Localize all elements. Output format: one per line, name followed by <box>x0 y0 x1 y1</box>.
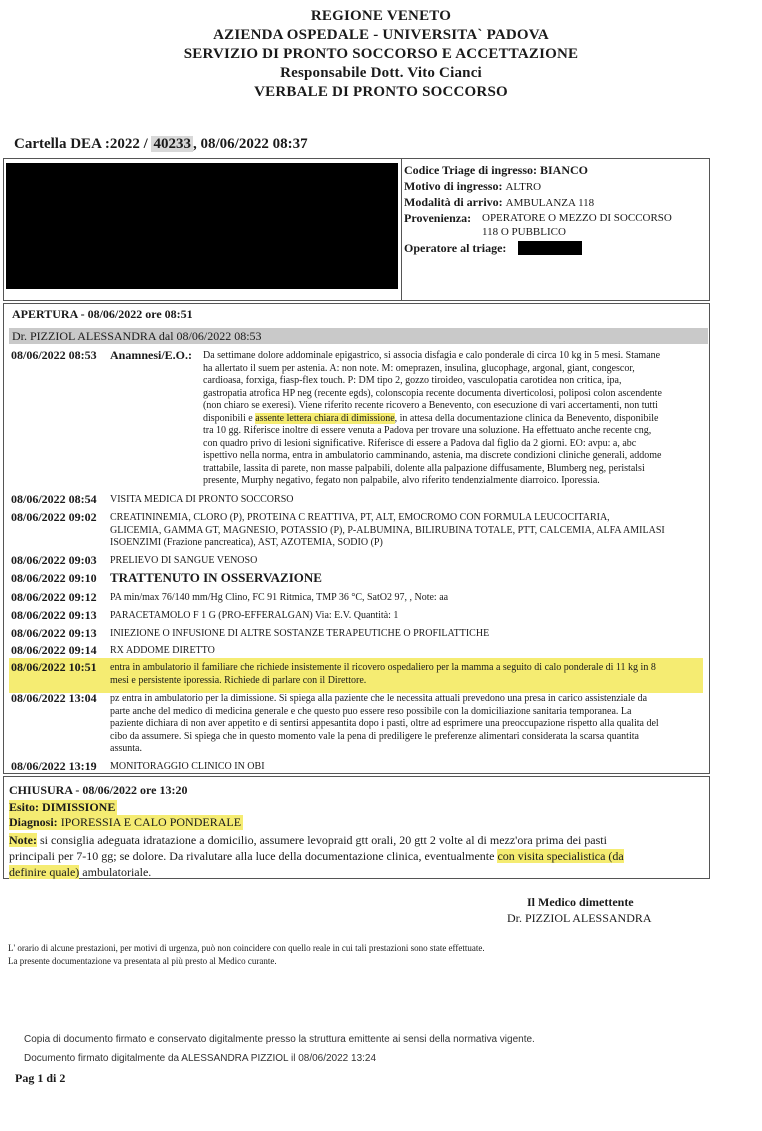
event-lab-tests <box>110 512 708 550</box>
event-datetime: 08/06/2022 09:12 <box>11 590 97 604</box>
event-text: GLICEMIA, GAMMA GT, MAGNESIO, POTASSIO (P), P-ALBUMINA, BILIRUBINA TOTALE, PTT, CALCEMIA, ALFA AMILASI <box>110 524 665 536</box>
redacted-patient-info <box>6 163 398 289</box>
box-divider <box>401 158 402 301</box>
event-text: VISITA MEDICA DI PRONTO SOCCORSO <box>110 494 294 505</box>
event-text: entra in ambulatorio il familiare che richiede insistemente il ricovero ospedaliero per la mamma a seguito di calo ponderale di 11 kg in 8 <box>110 662 656 673</box>
anamnesi-line: (non chiaro se exeresi). Viene riferito recente ricovero a Benevento, con esecuzione di vari accertamenti, non tutti <box>203 400 658 411</box>
anamnesi-line-pre: disponibili e <box>203 412 256 424</box>
modalita-label: Modalità di arrivo: <box>404 195 503 209</box>
highlight-visita: con visita specialistica (da <box>497 849 624 863</box>
provenienza-values <box>482 211 672 239</box>
event-datetime: 08/06/2022 09:03 <box>11 553 97 567</box>
header-servizio: SERVIZIO DI PRONTO SOCCORSO E ACCETTAZIONE <box>183 46 579 62</box>
copy-note: Copia di documento firmato e conservato digitalmente presso la struttura emittente ai sensi della normativa vigente. <box>24 1034 535 1045</box>
highlight-definire: definire quale) <box>9 865 80 879</box>
redaction-gap <box>6 163 70 176</box>
anamnesi-line: ha allertato il suem per astenia. A: non note. M: omeprazen, insulina, glucophage, argonal, giant, congescor, <box>203 362 635 374</box>
chiusura-note <box>9 832 624 880</box>
signed-note: Documento firmato digitalmente da ALESSANDRA PIZZIOL il 08/06/2022 13:24 <box>24 1053 377 1064</box>
anamnesi-text <box>203 350 662 488</box>
cartella-date: , 08/06/2022 08:37 <box>192 136 308 152</box>
event-datetime: 08/06/2022 13:04 <box>11 691 97 705</box>
provenienza-value-1: OPERATORE O MEZZO DI SOCCORSO <box>482 212 672 224</box>
event-datetime: 08/06/2022 09:13 <box>11 608 97 622</box>
anamnesi-line: presente, Murphy negativo, fegato non palpabile, alvo riferito tendenzialmente diarroico. Iporessia. <box>203 475 600 486</box>
anamnesi-line: trattabile, lassita di parete, non masse palpabili, dolente alla palpazione diffusamente, Blumberg neg, peristalsi <box>203 462 645 474</box>
event-datetime: 08/06/2022 08:54 <box>11 492 97 506</box>
codice-triage <box>404 163 588 178</box>
diagnosi-label: Diagnosi: <box>9 815 58 829</box>
anamnesi-line: cardioasa, forxiga, fiasp-flex touch. P: DM tipo 2, gozzo tiroideo, vasculopatia carotidea non critica, ipa, <box>203 375 622 386</box>
operatore-label: Operatore al triage: <box>404 241 507 255</box>
event-familiare <box>110 662 656 687</box>
event-text: MONITORAGGIO CLINICO IN OBI <box>110 761 265 772</box>
header-responsabile: Responsabile Dott. Vito Cianci <box>280 65 482 81</box>
footer-note: L' orario di alcune prestazioni, per motivi di urgenza, può non coincidere con quello reale in cui tali prestazioni sono state effettuate. <box>8 943 485 953</box>
event-text: parte anche del medico di medicina generale e che questo puo essere reso possibile con la domiciliazione sanitaria temporanea. La <box>110 705 632 717</box>
anamnesi-line: Da settimane dolore addominale epigastrico, si associa disfagia e calo ponderale di circa 10 kg in 5 mesi. Stamane <box>203 350 661 361</box>
event-text: CREATININEMIA, CLORO (P), PROTEINA C REATTIVA, PT, ALT, EMOCROMO CON FORMULA LEUCOCITARIA, <box>110 512 610 523</box>
chiusura-title: CHIUSURA - 08/06/2022 ore 13:20 <box>9 783 188 797</box>
anamnesi-label: Anamnesi/E.O.: <box>110 348 193 362</box>
event-text: assunta. <box>110 743 142 754</box>
modalita-arrivo <box>404 195 594 210</box>
event-text: INIEZIONE O INFUSIONE DI ALTRE SOSTANZE TERAPEUTICHE O PROFILATTICHE <box>110 628 490 639</box>
diagnosi <box>9 815 243 830</box>
page-number: Pag 1 di 2 <box>15 1071 66 1085</box>
event-text: RX ADDOME DIRETTO <box>110 645 215 656</box>
note-line: principali per 7-10 gg; se dolore. Da rivalutare alla luce della documentazione clinica, eventualmente <box>9 849 498 863</box>
event-datetime: 08/06/2022 10:51 <box>11 660 97 674</box>
event-text: PARACETAMOLO F 1 G (PRO-EFFERALGAN) Via: E.V. Quantità: 1 <box>110 610 399 621</box>
modalita-value: AMBULANZA 118 <box>505 197 595 209</box>
event-datetime: 08/06/2022 09:02 <box>11 510 97 524</box>
anamnesi-line: ispettivo nella norma, entra in ambulatorio camminando, astenia, ma discrete condizioni cliniche generali, addome <box>203 450 662 461</box>
cartella-label: Cartella DEA :2022 / <box>14 136 148 152</box>
signature-title: Il Medico dimettente <box>527 895 634 909</box>
note-label: Note: <box>9 833 37 847</box>
event-trattenuto: TRATTENUTO IN OSSERVAZIONE <box>110 570 322 585</box>
event-datetime: 08/06/2022 13:19 <box>11 759 97 773</box>
motivo-ingresso <box>404 179 541 194</box>
anamnesi-datetime: 08/06/2022 08:53 <box>11 348 97 362</box>
redacted-operatore <box>518 241 582 255</box>
anamnesi-line: tra 10 gg. Riferisce inoltre di essere venuta a Padova per trovare una soluzione. Ha effettuato anche recente cng, <box>203 425 652 436</box>
document-title: VERBALE DI PRONTO SOCCORSO <box>254 84 508 100</box>
cartella-line <box>14 136 308 153</box>
event-datetime: 08/06/2022 09:10 <box>11 571 97 585</box>
event-vitals: PA min/max 76/140 mm/Hg Clino, FC 91 Ritmica, TMP 36 °C, SatO2 97, , Note: aa <box>110 592 449 603</box>
motivo-value: ALTRO <box>505 181 542 193</box>
footer-note: La presente documentazione va presentata al più presto al Medico curante. <box>8 956 277 966</box>
note-line: si consiglia adeguata idratazione a domicilio, assumere levopraid gtt orali, 20 gtt 2 volte al di mezz'ora prima dei pasti <box>39 833 607 847</box>
digital-signature-notes <box>24 1030 535 1068</box>
event-text: cibo da assumere. Si spiega che in questo momento vale la pena di prediligere le preferenze alimentari considerata la scarsa quantita <box>110 730 639 742</box>
anamnesi-line-post: , in attesa della documentazione clinica da Benevento, disponibile <box>394 412 659 424</box>
anamnesi-line <box>203 413 662 426</box>
codice-triage-label: Codice Triage di ingresso: <box>404 163 537 177</box>
event-text: PRELIEVO DI SANGUE VENOSO <box>110 555 258 566</box>
cartella-number: 40233 <box>153 136 191 152</box>
footer-notes <box>8 942 485 968</box>
event-datetime: 08/06/2022 09:13 <box>11 626 97 640</box>
provenienza-value-2: 118 O PUBBLICO <box>482 226 566 238</box>
signature-name: Dr. PIZZIOL ALESSANDRA <box>507 911 652 925</box>
codice-triage-value: BIANCO <box>540 163 589 177</box>
provenienza <box>404 211 471 226</box>
operatore-triage <box>404 241 506 256</box>
doctor-bar: Dr. PIZZIOL ALESSANDRA dal 08/06/2022 08:53 <box>9 328 708 344</box>
provenienza-label: Provenienza: <box>404 211 472 225</box>
event-text: ISOENZIMI (Frazione pancreatica), AST, AZOTEMIA, SODIO (P) <box>110 537 383 548</box>
event-text: paziente dichiara di non aver appetito e di sentirsi appesantita dopo i pasti, oltre ad esprimere una preoccupazione rispetto alla qualita del <box>110 718 659 729</box>
motivo-label: Motivo di ingresso: <box>404 179 503 193</box>
event-text: mesi e persistente iporessia. Richiede di parlare con il Direttore. <box>110 674 367 686</box>
esito: Esito: DIMISSIONE <box>9 800 116 814</box>
apertura-title: APERTURA - 08/06/2022 ore 08:51 <box>12 307 193 321</box>
note-line: ambulatoriale. <box>79 865 152 879</box>
event-text: pz entra in ambulatorio per la dimissione. Si spiega alla paziente che le necessita attuali prevedono una presa in carico assistenziale da <box>110 693 648 704</box>
highlight-lettera: assente lettera chiara di dimissione <box>255 412 395 424</box>
header-region: REGIONE VENETO <box>310 8 452 24</box>
diagnosi-value: IPORESSIA E CALO PONDERALE <box>60 815 242 829</box>
event-datetime: 08/06/2022 09:14 <box>11 643 97 657</box>
header-azienda: AZIENDA OSPEDALE - UNIVERSITA` PADOVA <box>213 27 549 43</box>
anamnesi-line: gastropatia atrofica HP neg (recente egds), colonscopia recente documenta diverticolosi, poliposi colon ascendente <box>203 387 662 399</box>
event-dimissione-note <box>110 693 659 756</box>
anamnesi-line: con quadro privo di lesioni significative. Riferisce di essere a Padova dal figlio da 2 giorni. EO: avpu: a, abc <box>203 437 637 449</box>
